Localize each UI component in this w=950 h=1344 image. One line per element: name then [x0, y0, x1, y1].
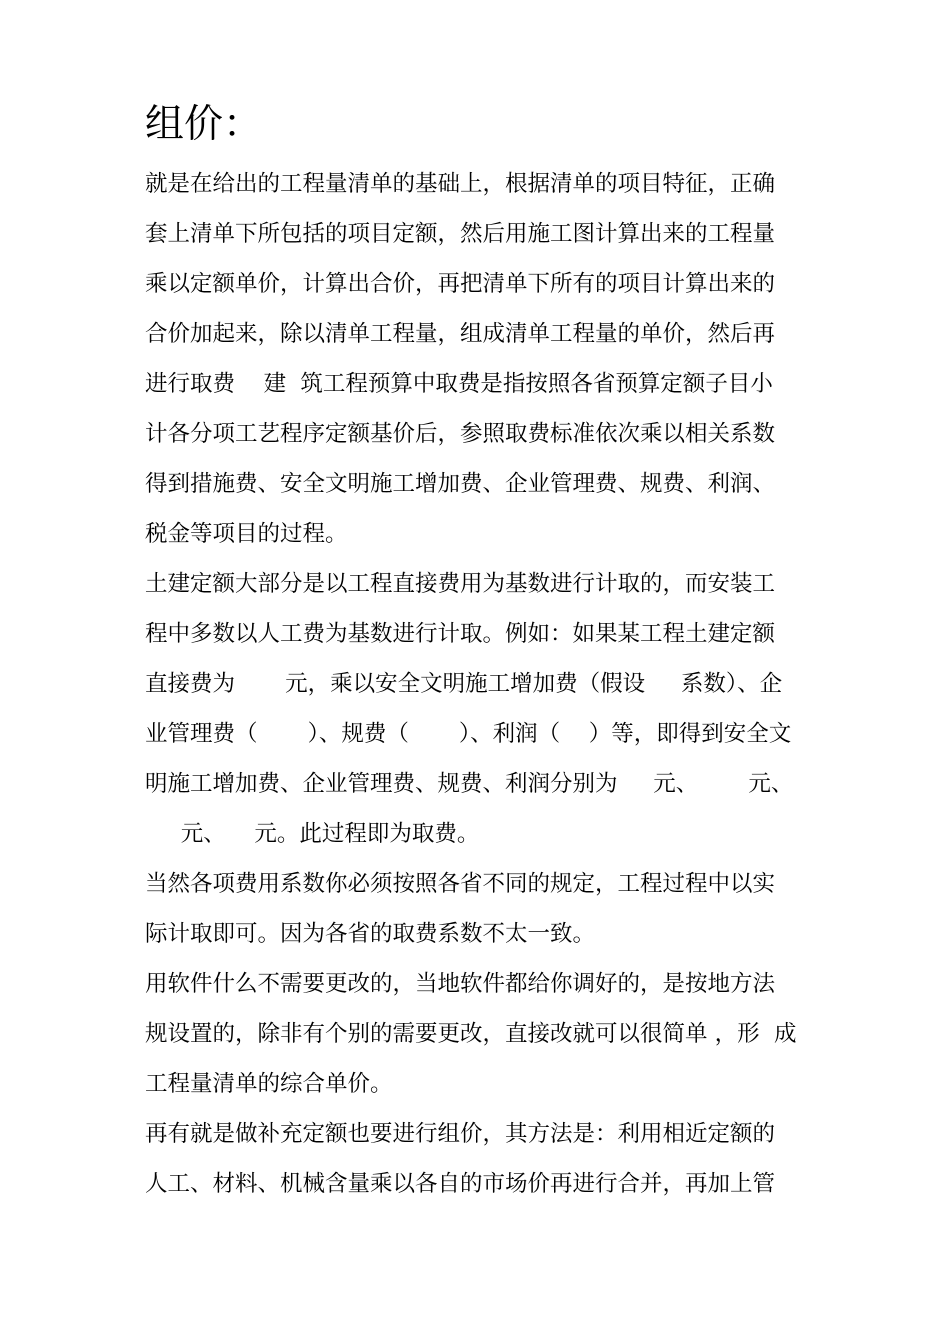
- paragraph-line: 得到措施费、安全文明施工增加费、企业管理费、规费、利润、: [145, 471, 776, 497]
- document-title: 组价：: [145, 102, 263, 147]
- paragraph-line: 用软件什么不需要更改的，当地软件都给你调好的，是按地方法: [145, 971, 776, 997]
- paragraph-line: 计各分项工艺程序定额基价后，参照取费标准依次乘以相关系数: [145, 421, 776, 447]
- paragraph-line: 工程量清单的综合单价。: [145, 1071, 393, 1097]
- paragraph-line: 合价加起来，除以清单工程量，组成清单工程量的单价，然后再: [145, 321, 776, 347]
- paragraph-line: 元、 元。此过程即为取费。: [145, 821, 480, 847]
- paragraph-line: 当然各项费用系数你必须按照各省不同的规定，工程过程中以实: [145, 871, 776, 897]
- paragraph-line: 明施工增加费、企业管理费、规费、利润分别为 元、 元、: [145, 771, 794, 797]
- paragraph-line: 际计取即可。因为各省的取费系数不太一致。: [145, 921, 596, 947]
- paragraph-line: 再有就是做补充定额也要进行组价，其方法是：利用相近定额的: [145, 1121, 776, 1147]
- paragraph-line: 乘以定额单价，计算出合价，再把清单下所有的项目计算出来的: [145, 271, 776, 297]
- paragraph-line: 进行取费 建 筑工程预算中取费是指按照各省预算定额子目小: [145, 371, 773, 397]
- paragraph-line: 直接费为 元，乘以安全文明施工增加费（假设 系数）、企: [145, 671, 783, 697]
- paragraph-line: 套上清单下所包括的项目定额，然后用施工图计算出来的工程量: [145, 221, 776, 247]
- paragraph-line: 业管理费（ ）、规费（ ）、利润（ ）等，即得到安全文: [145, 721, 792, 747]
- paragraph-line: 土建定额大部分是以工程直接费用为基数进行计取的，而安装工: [145, 571, 776, 597]
- paragraph-line: 就是在给出的工程量清单的基础上，根据清单的项目特征，正确: [145, 171, 776, 197]
- paragraph-line: 税金等项目的过程。: [145, 521, 348, 547]
- paragraph-line: 规设置的，除非有个别的需要更改，直接改就可以很简单 ，形 成: [145, 1021, 797, 1047]
- paragraph-line: 程中多数以人工费为基数进行计取。例如：如果某工程土建定额: [145, 621, 776, 647]
- paragraph-line: 人工、材料、机械含量乘以各自的市场价再进行合并，再加上管: [145, 1171, 776, 1197]
